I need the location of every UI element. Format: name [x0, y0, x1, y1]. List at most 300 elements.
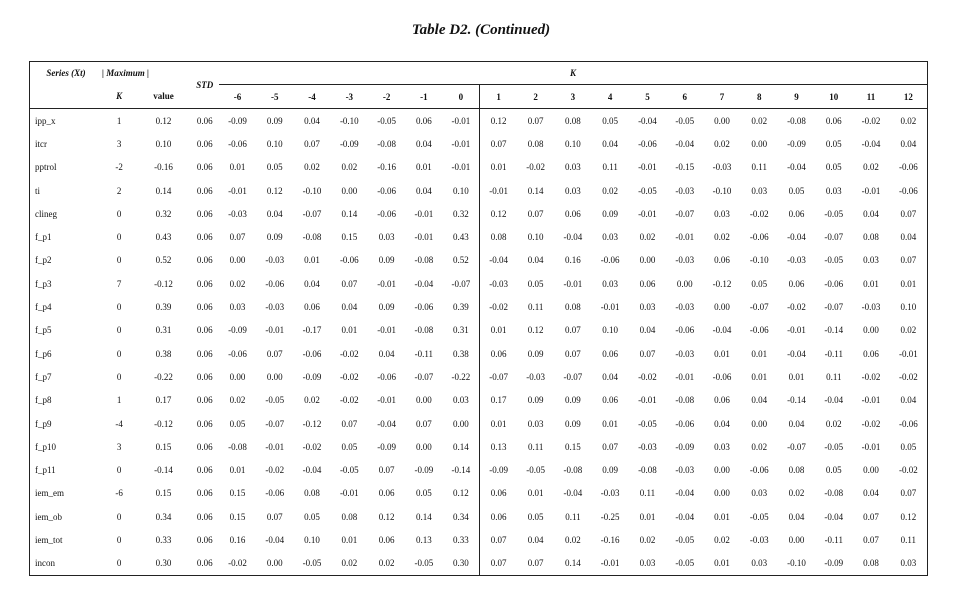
correlation-cell: 0.00 [442, 412, 479, 435]
max-k-cell: -6 [115, 488, 123, 499]
correlation-cell: -0.03 [675, 465, 695, 476]
max-k-cell: -2 [115, 162, 123, 173]
correlation-cell: -0.14 [442, 458, 479, 481]
correlation-cell: -0.01 [265, 325, 285, 336]
table-row [30, 412, 928, 435]
correlation-cell: -0.06 [377, 185, 396, 196]
correlation-cell: 0.07 [341, 418, 358, 429]
max-k-cell: 1 [116, 395, 122, 406]
correlation-cell: 0.04 [863, 488, 879, 499]
lag-header: 8 [756, 91, 762, 102]
correlation-cell: 0.07 [490, 558, 507, 569]
correlation-cell: 0.01 [527, 488, 544, 499]
correlation-cell: -0.03 [787, 255, 806, 266]
table-row [30, 342, 928, 365]
series-name: incon [35, 558, 55, 569]
table-header [30, 62, 928, 109]
max-value-cell: 0.15 [155, 441, 172, 452]
std-cell: 0.06 [196, 232, 213, 243]
correlation-cell: 0.02 [900, 115, 917, 126]
correlation-cell: -0.16 [377, 162, 396, 173]
max-k-cell: 0 [116, 348, 122, 359]
correlation-cell: 0.12 [900, 511, 917, 522]
correlation-cell: -0.09 [675, 441, 695, 452]
correlation-cell: -0.03 [265, 255, 285, 266]
correlation-cell: 0.07 [527, 558, 544, 569]
max-value-cell: 0.34 [155, 511, 172, 522]
correlation-cell: 0.13 [490, 441, 507, 452]
correlation-cell: 0.08 [490, 232, 507, 243]
lag-header: -5 [271, 91, 279, 102]
correlation-cell: 0.04 [639, 325, 656, 336]
correlation-cell: 0.03 [442, 389, 479, 412]
correlation-cell: -0.06 [339, 255, 359, 266]
correlation-cell: 0.43 [442, 225, 479, 248]
correlation-cell: 0.06 [490, 511, 507, 522]
table-row [30, 482, 928, 505]
correlation-cell: -0.01 [787, 325, 806, 336]
correlation-cell: 0.07 [863, 534, 879, 545]
correlation-cell: -0.09 [302, 371, 322, 382]
correlation-cell: 0.02 [714, 138, 730, 149]
correlation-cell: 0.14 [442, 435, 479, 458]
correlation-cell: 0.05 [825, 465, 842, 476]
correlation-cell: 0.02 [229, 278, 246, 289]
lag-header: 5 [645, 91, 650, 102]
correlation-cell: -0.08 [787, 115, 806, 126]
correlation-cell: 0.13 [415, 534, 432, 545]
lag-header: 0 [442, 85, 479, 109]
std-cell: 0.06 [196, 371, 213, 382]
correlation-cell: -0.06 [638, 138, 657, 149]
correlation-cell: -0.06 [898, 185, 918, 196]
correlation-cell: -0.10 [787, 558, 806, 569]
table-row [30, 156, 928, 179]
correlation-cell: 0.12 [490, 208, 507, 219]
max-k-cell: 0 [116, 558, 122, 569]
std-cell: 0.06 [196, 348, 213, 359]
std-cell: 0.06 [196, 441, 213, 452]
max-value-cell: 0.17 [155, 395, 172, 406]
correlation-cell: -0.12 [712, 278, 732, 289]
correlation-cell: -0.08 [377, 138, 396, 149]
table-row [30, 435, 928, 458]
correlation-cell: 0.00 [714, 465, 730, 476]
series-name: f_p1 [35, 232, 52, 243]
table-row [30, 319, 928, 342]
correlation-cell: 0.02 [751, 441, 768, 452]
correlation-cell: -0.04 [675, 511, 695, 522]
correlation-cell: 0.00 [751, 138, 768, 149]
max-value-cell: 0.32 [155, 208, 172, 219]
correlation-cell: 0.02 [900, 325, 917, 336]
max-value-cell: 0.15 [155, 488, 172, 499]
correlation-cell: 0.04 [900, 232, 917, 243]
correlation-cell: 0.05 [229, 418, 246, 429]
correlation-cell: 0.12 [527, 325, 544, 336]
correlation-cell: -0.10 [712, 185, 732, 196]
correlation-cell: 0.03 [900, 558, 917, 569]
correlation-cell: 0.11 [527, 302, 544, 313]
std-cell: 0.06 [196, 511, 213, 522]
series-name: f_p2 [35, 255, 52, 266]
std-cell: 0.06 [196, 138, 213, 149]
correlation-cell: -0.15 [675, 162, 695, 173]
correlation-cell: -0.04 [489, 255, 508, 266]
std-cell: 0.06 [196, 325, 213, 336]
correlation-cell: -0.08 [675, 395, 695, 406]
correlation-cell: 0.15 [229, 511, 246, 522]
max-k-cell: 3 [116, 441, 122, 452]
correlation-cell: 0.02 [304, 395, 320, 406]
correlation-cell: -0.01 [265, 441, 285, 452]
correlation-cell: 0.01 [863, 278, 879, 289]
correlation-cell: -0.01 [563, 278, 583, 289]
correlation-cell: 0.03 [229, 302, 246, 313]
correlation-cell: -0.06 [377, 371, 396, 382]
max-k-cell: -4 [115, 418, 123, 429]
correlation-cell: -0.01 [638, 395, 657, 406]
correlation-cell: -0.10 [302, 185, 322, 196]
correlation-cell: 0.00 [863, 465, 879, 476]
correlation-cell: 0.04 [602, 371, 619, 382]
correlation-cell: -0.02 [489, 302, 508, 313]
correlation-cell: 0.08 [304, 488, 320, 499]
correlation-cell: -0.06 [265, 278, 285, 289]
correlation-cell: 0.06 [714, 395, 730, 406]
max-value-cell: 0.14 [155, 185, 172, 196]
table-row [30, 528, 928, 551]
correlation-cell: 0.06 [378, 534, 395, 545]
correlation-cell: -0.07 [414, 371, 434, 382]
correlation-cell: 0.02 [639, 534, 656, 545]
k-header: K [116, 91, 123, 102]
correlation-cell: -0.09 [489, 465, 508, 476]
correlation-cell: 0.17 [490, 395, 507, 406]
correlation-cell: 0.07 [266, 348, 283, 359]
correlation-cell: 0.07 [863, 511, 879, 522]
correlation-cell: -0.11 [414, 348, 434, 359]
correlation-cell: 0.04 [304, 278, 320, 289]
correlation-cell: -0.06 [600, 255, 620, 266]
correlation-cell: 0.06 [415, 115, 432, 126]
correlation-cell: -0.04 [377, 418, 396, 429]
std-cell: 0.06 [196, 185, 213, 196]
correlation-cell: 0.01 [900, 278, 917, 289]
max-value-cell: 0.10 [155, 138, 172, 149]
series-name: f_p6 [35, 348, 52, 359]
series-name: f_p3 [35, 278, 52, 289]
correlation-cell: -0.10 [339, 115, 359, 126]
correlation-cell: -0.07 [824, 232, 844, 243]
correlation-cell: 0.09 [378, 255, 395, 266]
correlation-cell: -0.05 [526, 465, 546, 476]
correlation-cell: 0.07 [490, 138, 507, 149]
correlation-cell: 0.01 [490, 418, 507, 429]
max-value-cell: 0.43 [155, 232, 172, 243]
correlation-cell: 0.05 [415, 488, 432, 499]
correlation-cell: -0.01 [861, 395, 881, 406]
correlation-cell: -0.05 [638, 418, 657, 429]
correlation-cell: 0.04 [266, 208, 283, 219]
correlation-cell: 0.07 [565, 348, 581, 359]
correlation-cell: -0.07 [787, 441, 806, 452]
correlation-cell: 0.00 [714, 302, 730, 313]
correlation-cell: -0.02 [265, 465, 285, 476]
table-row [30, 132, 928, 155]
correlation-cell: 0.08 [863, 558, 879, 569]
correlation-cell: -0.02 [749, 208, 769, 219]
correlation-cell: 0.05 [788, 185, 805, 196]
correlation-cell: -0.22 [442, 365, 479, 388]
correlation-cell: -0.06 [749, 325, 769, 336]
correlation-cell: -0.09 [414, 465, 434, 476]
correlation-cell: -0.07 [675, 208, 695, 219]
correlation-cell: -0.01 [442, 109, 479, 133]
correlation-cell: 0.00 [266, 371, 283, 382]
correlation-cell: 0.00 [863, 325, 879, 336]
max-value-cell: 0.33 [155, 534, 172, 545]
correlation-cell: -0.03 [265, 302, 285, 313]
correlation-cell: 0.06 [378, 488, 395, 499]
lag-header: -3 [345, 91, 354, 102]
correlation-cell: 0.08 [565, 302, 581, 313]
correlation-cell: -0.07 [302, 208, 322, 219]
correlation-cell: -0.07 [442, 272, 479, 295]
table-row [30, 249, 928, 272]
correlation-cell: -0.01 [861, 441, 881, 452]
correlation-cell: 0.04 [714, 418, 730, 429]
correlation-cell: 0.07 [900, 255, 917, 266]
max-k-cell: 0 [116, 208, 122, 219]
series-header: Series (Xt) [46, 68, 86, 79]
max-value-cell: -0.12 [154, 418, 173, 429]
correlation-cell: -0.04 [787, 348, 806, 359]
correlation-cell: 0.11 [751, 162, 767, 173]
correlation-cell: -0.06 [414, 302, 434, 313]
correlation-cell: -0.01 [228, 185, 247, 196]
table-title: Table D2. (Continued) [411, 22, 551, 38]
correlation-cell: 0.06 [825, 115, 842, 126]
correlation-cell: 0.07 [341, 278, 358, 289]
correlation-cell: 0.01 [229, 465, 246, 476]
max-k-cell: 0 [116, 534, 122, 545]
correlation-cell: -0.01 [600, 302, 620, 313]
table-row [30, 389, 928, 412]
correlation-cell: 0.04 [415, 138, 432, 149]
correlation-cell: -0.06 [228, 348, 247, 359]
correlation-cell: -0.05 [265, 395, 285, 406]
correlation-cell: 0.01 [714, 511, 730, 522]
lag-header: 4 [607, 91, 613, 102]
correlation-cell: 0.09 [565, 395, 581, 406]
series-subheader [30, 85, 103, 109]
table-row [30, 295, 928, 318]
max-k-cell: 0 [116, 511, 122, 522]
max-k-cell: 7 [116, 278, 122, 289]
correlation-cell: 0.01 [714, 348, 730, 359]
correlation-cell: 0.06 [788, 278, 805, 289]
correlation-cell: 0.07 [900, 208, 917, 219]
correlation-cell: 0.05 [527, 511, 544, 522]
correlation-cell: 0.01 [304, 255, 320, 266]
table-body [30, 109, 928, 576]
correlation-cell: 0.04 [602, 138, 619, 149]
lag-header: -2 [382, 91, 391, 102]
correlation-cell: 0.07 [639, 348, 656, 359]
correlation-cell: 0.00 [341, 185, 358, 196]
max-k-cell: 0 [116, 232, 122, 243]
correlation-cell: -0.05 [824, 208, 844, 219]
correlation-cell: 0.00 [751, 418, 768, 429]
correlation-cell: -0.01 [442, 132, 479, 155]
correlation-cell: -0.02 [228, 558, 247, 569]
correlation-cell: 0.00 [639, 255, 656, 266]
series-name: f_p7 [35, 371, 52, 382]
correlation-cell: -0.09 [228, 115, 247, 126]
correlation-cell: 0.09 [602, 208, 619, 219]
correlation-cell: -0.02 [787, 302, 806, 313]
max-value-cell: -0.12 [154, 278, 173, 289]
correlation-cell: 0.03 [565, 162, 581, 173]
correlation-cell: -0.03 [600, 488, 620, 499]
correlation-cell: -0.05 [377, 115, 396, 126]
correlation-cell: -0.03 [675, 348, 695, 359]
correlation-cell: 0.06 [602, 348, 619, 359]
correlation-cell: -0.02 [898, 465, 918, 476]
correlation-cell: -0.02 [526, 162, 546, 173]
correlation-cell: -0.09 [228, 325, 247, 336]
correlation-cell: 0.01 [341, 325, 358, 336]
correlation-cell: -0.03 [861, 302, 881, 313]
correlation-cell: -0.02 [339, 348, 359, 359]
correlation-cell: -0.06 [675, 325, 695, 336]
correlation-cell: 0.31 [442, 319, 479, 342]
correlation-cell: 0.06 [863, 348, 879, 359]
std-cell: 0.06 [196, 395, 213, 406]
correlation-cell: 0.07 [527, 208, 544, 219]
correlation-cell: -0.04 [638, 115, 657, 126]
max-k-cell: 2 [116, 185, 122, 196]
correlation-cell: 0.02 [825, 418, 842, 429]
correlation-cell: 0.02 [863, 162, 879, 173]
correlation-cell: -0.07 [824, 302, 844, 313]
correlation-cell: 0.15 [229, 488, 246, 499]
correlation-cell: 0.07 [565, 325, 581, 336]
correlation-cell: 0.04 [378, 348, 395, 359]
correlation-cell: -0.03 [675, 302, 695, 313]
correlation-cell: -0.06 [749, 232, 769, 243]
correlation-cell: 0.04 [415, 185, 432, 196]
correlation-cell: 0.10 [266, 138, 283, 149]
correlation-cell: -0.05 [675, 558, 695, 569]
std-cell: 0.06 [196, 255, 213, 266]
correlation-cell: -0.06 [898, 418, 918, 429]
correlation-cell: -0.09 [824, 558, 844, 569]
correlation-cell: -0.25 [600, 511, 620, 522]
series-name: iem_tot [35, 534, 63, 545]
correlation-cell: -0.06 [265, 488, 285, 499]
correlation-cell: 0.03 [825, 185, 842, 196]
correlation-cell: 0.07 [229, 232, 246, 243]
correlation-cell: -0.01 [898, 348, 918, 359]
correlation-cell: 0.08 [341, 511, 358, 522]
correlation-cell: 0.05 [751, 278, 768, 289]
correlation-cell: 0.10 [527, 232, 544, 243]
correlation-cell: -0.04 [861, 138, 881, 149]
correlation-cell: 0.07 [378, 465, 395, 476]
correlation-cell: -0.01 [675, 232, 695, 243]
correlation-cell: 0.10 [565, 138, 581, 149]
correlation-cell: -0.11 [824, 534, 843, 545]
max-k-cell: 0 [116, 371, 122, 382]
std-header: STD [196, 80, 214, 90]
correlation-cell: -0.01 [339, 488, 359, 499]
correlation-cell: 0.01 [341, 534, 358, 545]
correlation-cell: -0.05 [824, 255, 844, 266]
correlation-cell: -0.02 [861, 115, 881, 126]
correlation-cell: 0.01 [751, 348, 768, 359]
series-name: ti [35, 185, 41, 196]
correlation-cell: 0.00 [229, 255, 246, 266]
correlation-cell: 0.04 [751, 395, 768, 406]
correlation-cell: -0.11 [824, 348, 843, 359]
correlation-cell: 0.11 [602, 162, 618, 173]
correlation-cell: -0.04 [787, 232, 806, 243]
lag-header: -1 [420, 91, 428, 102]
correlation-cell: -0.07 [489, 371, 508, 382]
correlation-cell: -0.03 [712, 162, 732, 173]
correlation-cell: 0.11 [900, 534, 917, 545]
correlation-cell: 0.03 [602, 278, 619, 289]
correlation-cell: -0.08 [414, 255, 434, 266]
correlation-cell: 0.02 [751, 115, 768, 126]
correlation-cell: 0.32 [442, 202, 479, 225]
correlation-cell: 0.03 [751, 558, 768, 569]
correlation-cell: -0.09 [377, 441, 396, 452]
correlation-cell: 0.03 [602, 232, 619, 243]
correlation-cell: -0.01 [414, 232, 434, 243]
correlation-cell: -0.01 [377, 325, 396, 336]
correlation-cell: 0.33 [442, 528, 479, 551]
correlation-cell: 0.08 [863, 232, 879, 243]
correlation-cell: 0.00 [714, 488, 730, 499]
max-k-cell: 3 [116, 138, 122, 149]
correlation-cell: 0.03 [527, 418, 544, 429]
correlation-cell: 0.03 [639, 558, 656, 569]
correlation-cell: -0.05 [302, 558, 322, 569]
correlation-cell: 0.09 [527, 348, 544, 359]
correlation-cell: -0.02 [861, 371, 881, 382]
correlation-cell: -0.02 [339, 395, 359, 406]
correlation-cell: 0.09 [266, 115, 283, 126]
correlation-cell: 0.02 [788, 488, 805, 499]
correlation-cell: -0.02 [638, 371, 657, 382]
correlation-cell: 0.03 [378, 232, 395, 243]
correlation-cell: 0.00 [714, 115, 730, 126]
correlation-cell: 0.03 [714, 441, 730, 452]
correlation-cell: 0.04 [341, 302, 358, 313]
correlation-cell: -0.04 [712, 325, 732, 336]
correlation-cell: 0.11 [639, 488, 656, 499]
correlation-cell: -0.05 [824, 441, 844, 452]
series-name: ipp_x [35, 115, 56, 126]
correlation-cell: 0.06 [565, 208, 581, 219]
correlation-cell: 0.10 [442, 179, 479, 202]
max-value-cell: 0.30 [155, 558, 172, 569]
correlation-cell: 0.05 [527, 278, 544, 289]
std-cell: 0.06 [196, 558, 213, 569]
